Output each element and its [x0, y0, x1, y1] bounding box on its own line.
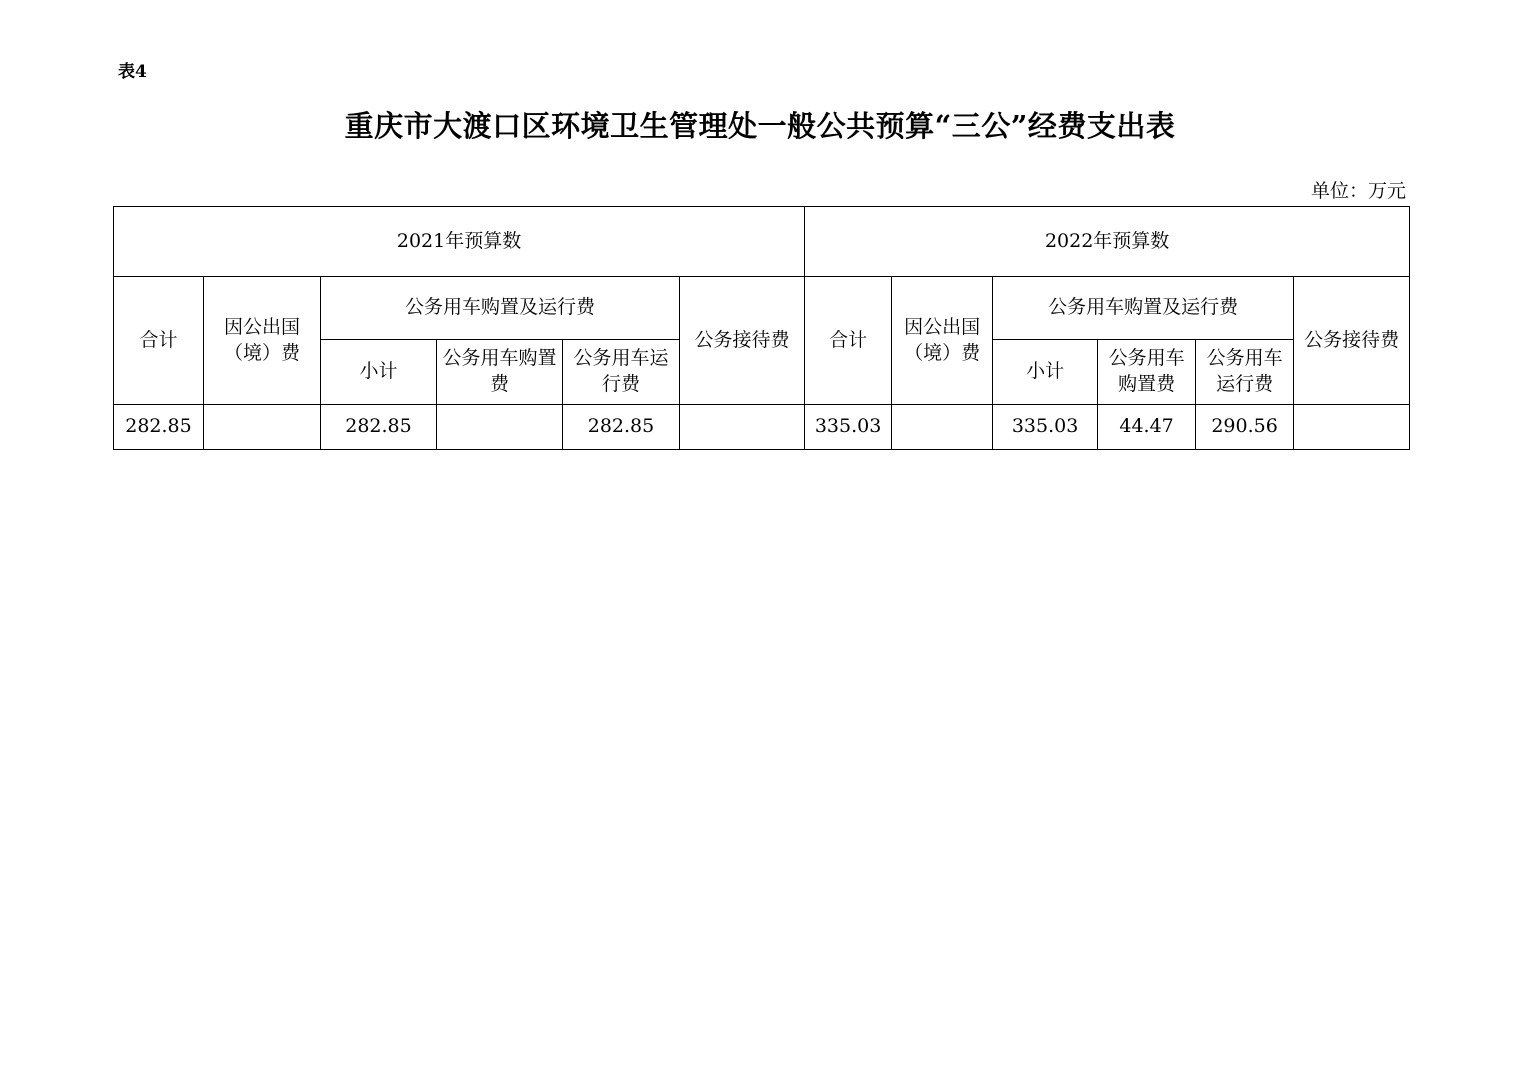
total-value-2021: 282.85 — [114, 405, 204, 450]
table-number-label: 表4 — [118, 62, 147, 82]
vehicle-running-header-2021: 公务用车运行费 — [563, 340, 680, 405]
abroad-value-2022 — [892, 405, 993, 450]
abroad-header-2021: 因公出国（境）费 — [204, 277, 321, 405]
vehicle-running-value-2021: 282.85 — [563, 405, 680, 450]
vehicle-purchase-value-2022: 44.47 — [1098, 405, 1196, 450]
unit-label: 单位：万元 — [1310, 180, 1406, 202]
subtotal-header-2022: 小计 — [993, 340, 1098, 405]
total-header-2021: 合计 — [114, 277, 204, 405]
category-header-row — [114, 277, 1410, 340]
year-header-row — [114, 207, 1410, 277]
reception-header-2021: 公务接待费 — [680, 277, 805, 405]
vehicle-purchase-header-2022: 公务用车购置费 — [1098, 340, 1196, 405]
three-public-expenses-table — [113, 206, 1410, 450]
vehicle-group-header-2021: 公务用车购置及运行费 — [321, 277, 680, 340]
table-row — [114, 405, 1410, 450]
total-header-2022: 合计 — [805, 277, 892, 405]
subtotal-value-2022: 335.03 — [993, 405, 1098, 450]
total-value-2022: 335.03 — [805, 405, 892, 450]
vehicle-running-value-2022: 290.56 — [1196, 405, 1294, 450]
page-title: 重庆市大渡口区环境卫生管理处一般公共预算“三公”经费支出表 — [344, 109, 1176, 143]
reception-header-2022: 公务接待费 — [1294, 277, 1410, 405]
vehicle-purchase-header-2021: 公务用车购置费 — [437, 340, 563, 405]
abroad-header-2022: 因公出国（境）费 — [892, 277, 993, 405]
vehicle-purchase-value-2021 — [437, 405, 563, 450]
vehicle-group-header-2022: 公务用车购置及运行费 — [993, 277, 1294, 340]
year-2021-header: 2021年预算数 — [114, 207, 805, 277]
subtotal-header-2021: 小计 — [321, 340, 437, 405]
subtotal-value-2021: 282.85 — [321, 405, 437, 450]
reception-value-2021 — [680, 405, 805, 450]
reception-value-2022 — [1294, 405, 1410, 450]
year-2022-header: 2022年预算数 — [805, 207, 1410, 277]
vehicle-running-header-2022: 公务用车运行费 — [1196, 340, 1294, 405]
abroad-value-2021 — [204, 405, 321, 450]
